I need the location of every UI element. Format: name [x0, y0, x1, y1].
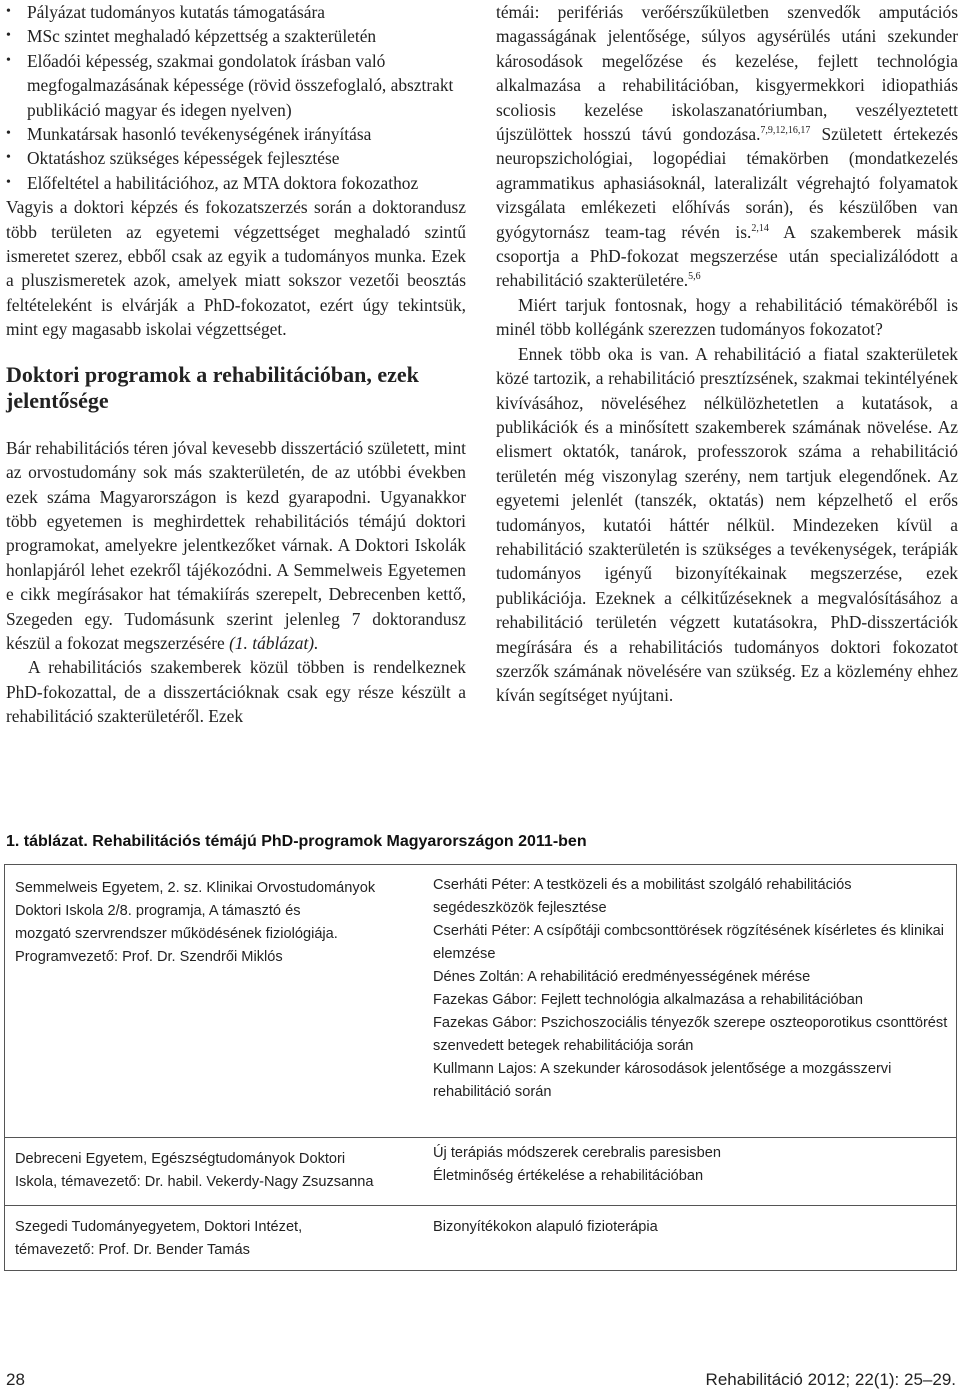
- section-heading: Doktori programok a rehabilitációban, ezek jelentősége: [6, 361, 419, 413]
- school-line: Programvezető: Prof. Dr. Szendrői Miklós: [15, 949, 283, 965]
- topic-item: Bizonyítékokon alapuló fizioterápia: [433, 1219, 658, 1235]
- bullet-item: • Oktatáshoz szükséges képességek fejlesztése: [6, 146, 466, 170]
- topics-cell: [433, 1142, 948, 1188]
- bullet-item: • MSc szintet meghaladó képzettség a szakterületén: [6, 24, 466, 48]
- journal-citation: Rehabilitáció 2012; 22(1): 25–29.: [705, 1370, 956, 1389]
- paragraph-text: témái: perifériás verőérszűkületben szenvedők amputációs magasságának jelentősége, súlyos agysérülés utáni szekunder károsodások megelőzése és kezelése, fejlett technológia alkalmazása a rehabilitációban, kisgyermekkori idiopathiás scoliosis kezelése iskolaszanatóriumban, veszélyeztetett újszülöttek hosszú távú gondozása.: [496, 2, 958, 145]
- topic-item: Kullmann Lajos: A szekunder károsodások jelentősége a mozgásszervi rehabilitáció során: [433, 1061, 892, 1100]
- paragraph-text: Bár rehabilitációs téren jóval kevesebb disszertáció született, mint az orvostudomány sok más szakterületén, de az utóbbi években ezek száma Magyarországon is kezd gyarapodni. Ugyanakkor több egyetemen is meghirdettek rehabilitációs témájú doktori programokat, amelyekre jelentkezőket várnak. A Doktori Iskolák honlapjáról lehet ezekről tájékozódni. A Semmelweis Egyetemen e cikk megírásakor hat témakiírás szerepelt, Debrecenben kettő, Szegeden egy. Tudomásunk szerint jelenleg 7 doktorandusz készül a fokozat megszerzésére: [6, 437, 466, 653]
- school-line: Semmelweis Egyetem, 2. sz. Klinikai Orvostudományok: [15, 880, 376, 896]
- body-paragraph: [6, 436, 466, 656]
- bullet-item: • Pályázat tudományos kutatás támogatására: [6, 0, 466, 24]
- table-title: 1. táblázat. Rehabilitációs témájú PhD-programok Magyarországon 2011-ben: [6, 833, 587, 850]
- citation-superscript[interactable]: 2,14: [751, 222, 769, 234]
- topics-cell: [433, 1216, 948, 1239]
- body-paragraph: Vagyis a doktori képzés és fokozatszerzés során a doktorandusz több területen az egyetemi végzettséget meghaladó szintű ismeretet szerez, ebből csak az egyik a tudományos munka. Ezek a pluszismeretek azok, amelyek miatt sokszor vezetői beosztás feltételeként is elvárják a PhD-fokozatot, ezért úgy tekintsük, mint egy magasabb iskolai végzettséget.: [6, 197, 466, 340]
- citation-superscript[interactable]: 5,6: [688, 271, 701, 283]
- right-column: [496, 0, 958, 708]
- bullet-list: [6, 0, 466, 195]
- body-paragraph: Miért tarjuk fontosnak, hogy a rehabilitáció témaköréből is minél több kollégánk szerezzen tudományos fokozatot?: [496, 294, 958, 340]
- table: [4, 864, 957, 1271]
- paragraph-text: Született értekezés neuropszichológiai, logopédiai témakörben (mondatkezelés agrammatikus aphasiásoknál, lateralizált végrehajtó folyamatok vizsgálata emlékezeti előhívás során), és készülőben van gyógytornász team-tag révén is.: [496, 124, 958, 242]
- paragraph-text: A szakemberek másik csoportja a PhD-fokozat megszerzése után specializálódott a rehabilitáció szakterületére.: [496, 221, 958, 291]
- topic-item: Fazekas Gábor: Fejlett technológia alkalmazása a rehabilitációban: [433, 992, 863, 1008]
- table-row: [5, 1205, 956, 1258]
- body-paragraph: A rehabilitációs szakemberek közül többen is rendelkeznek PhD-fokozattal, de a disszertációknak csak egy része készült a rehabilitáció szakterületéről. Ezek: [6, 657, 466, 727]
- body-paragraph: Ennek több oka is van. A rehabilitáció a fiatal szakterületek közé tartozik, a rehabilitáció presztízsének, szakmai tekintélyének kivívásához, növeléséhez nélkülözhetetlen a kutatások, a publikációk és a minősített szakemberek számának növelése. Az elismert oktatók, tanárok, professzorok száma a rehabilitáció területén még viszonylag szerény, nem tartjuk elegendőnek. Az egyetemi jelenlét (tanszék, oktatás) nem képzelhető el erős tudományos, kutatói háttér nélkül. Mindezeken kívül a rehabilitáció szakterületén is szükséges a tevékenységek, terápiák tudományos igényű bizonyítékainak megszerzése, ezek publikációja. Ezeknek a célkitűzéseknek a megvalósításához a rehabilitáció területén végzett kutatásokra, PhD-disszertációk megírására és a rehabilitációs tudományos doktori fokozatot szerzők számának növelésére van szükség. Ez a közlemény ehhez kíván segítséget nyújtani.: [496, 343, 958, 706]
- bullet-item: • Munkatársak hasonló tevékenységének irányítása: [6, 122, 466, 146]
- topics-cell: [433, 874, 948, 1104]
- topic-item: Dénes Zoltán: A rehabilitáció eredményességének mérése: [433, 969, 811, 985]
- topic-item: Új terápiás módszerek cerebralis paresisben: [433, 1145, 721, 1161]
- topic-item: Fazekas Gábor: Pszichoszociális tényezők szerepe oszteoporotikus csonttörést szenvedett betegek rehabilitációja során: [433, 1015, 948, 1054]
- topic-item: Cserháti Péter: A csípőtáji combcsonttörések rögzítésének kísérletes és klinikai elemzése: [433, 923, 945, 962]
- body-paragraph: [496, 0, 958, 293]
- school-cell: [15, 1148, 415, 1194]
- topic-item: Életminőség értékelése a rehabilitációban: [433, 1168, 704, 1184]
- school-line: Doktori Iskola 2/8. programja, A támasztó és: [15, 903, 301, 919]
- left-column: [6, 0, 466, 729]
- bullet-item: • Előfeltétel a habilitációhoz, az MTA doktora fokozathoz: [6, 171, 466, 195]
- topic-item: Cserháti Péter: A testközeli és a mobilitást szolgáló rehabilitációs segédeszközök fejlesztése: [433, 877, 852, 916]
- school-line: témavezető: Prof. Dr. Bender Tamás: [15, 1242, 250, 1258]
- school-line: mozgató szervrendszer működésének fiziológiája.: [15, 926, 338, 942]
- table-row: [5, 1137, 956, 1190]
- table-reference-link[interactable]: (1. táblázat).: [229, 632, 319, 653]
- school-cell: [15, 1216, 415, 1262]
- school-cell: [15, 877, 415, 969]
- school-line: Iskola, témavezető: Dr. habil. Vekerdy-Nagy Zsuzsanna: [15, 1174, 374, 1190]
- school-line: Debreceni Egyetem, Egészségtudományok Doktori: [15, 1151, 346, 1167]
- school-line: Szegedi Tudományegyetem, Doktori Intézet,: [15, 1219, 303, 1235]
- page-number: 28: [6, 1370, 25, 1389]
- bullet-item: • Előadói képesség, szakmai gondolatok írásban való megfogalmazásának képessége (rövid összefoglaló, absztrakt publikáció magyar és idegen nyelven): [6, 49, 466, 122]
- citation-superscript[interactable]: 7,9,12,16,17: [760, 125, 811, 137]
